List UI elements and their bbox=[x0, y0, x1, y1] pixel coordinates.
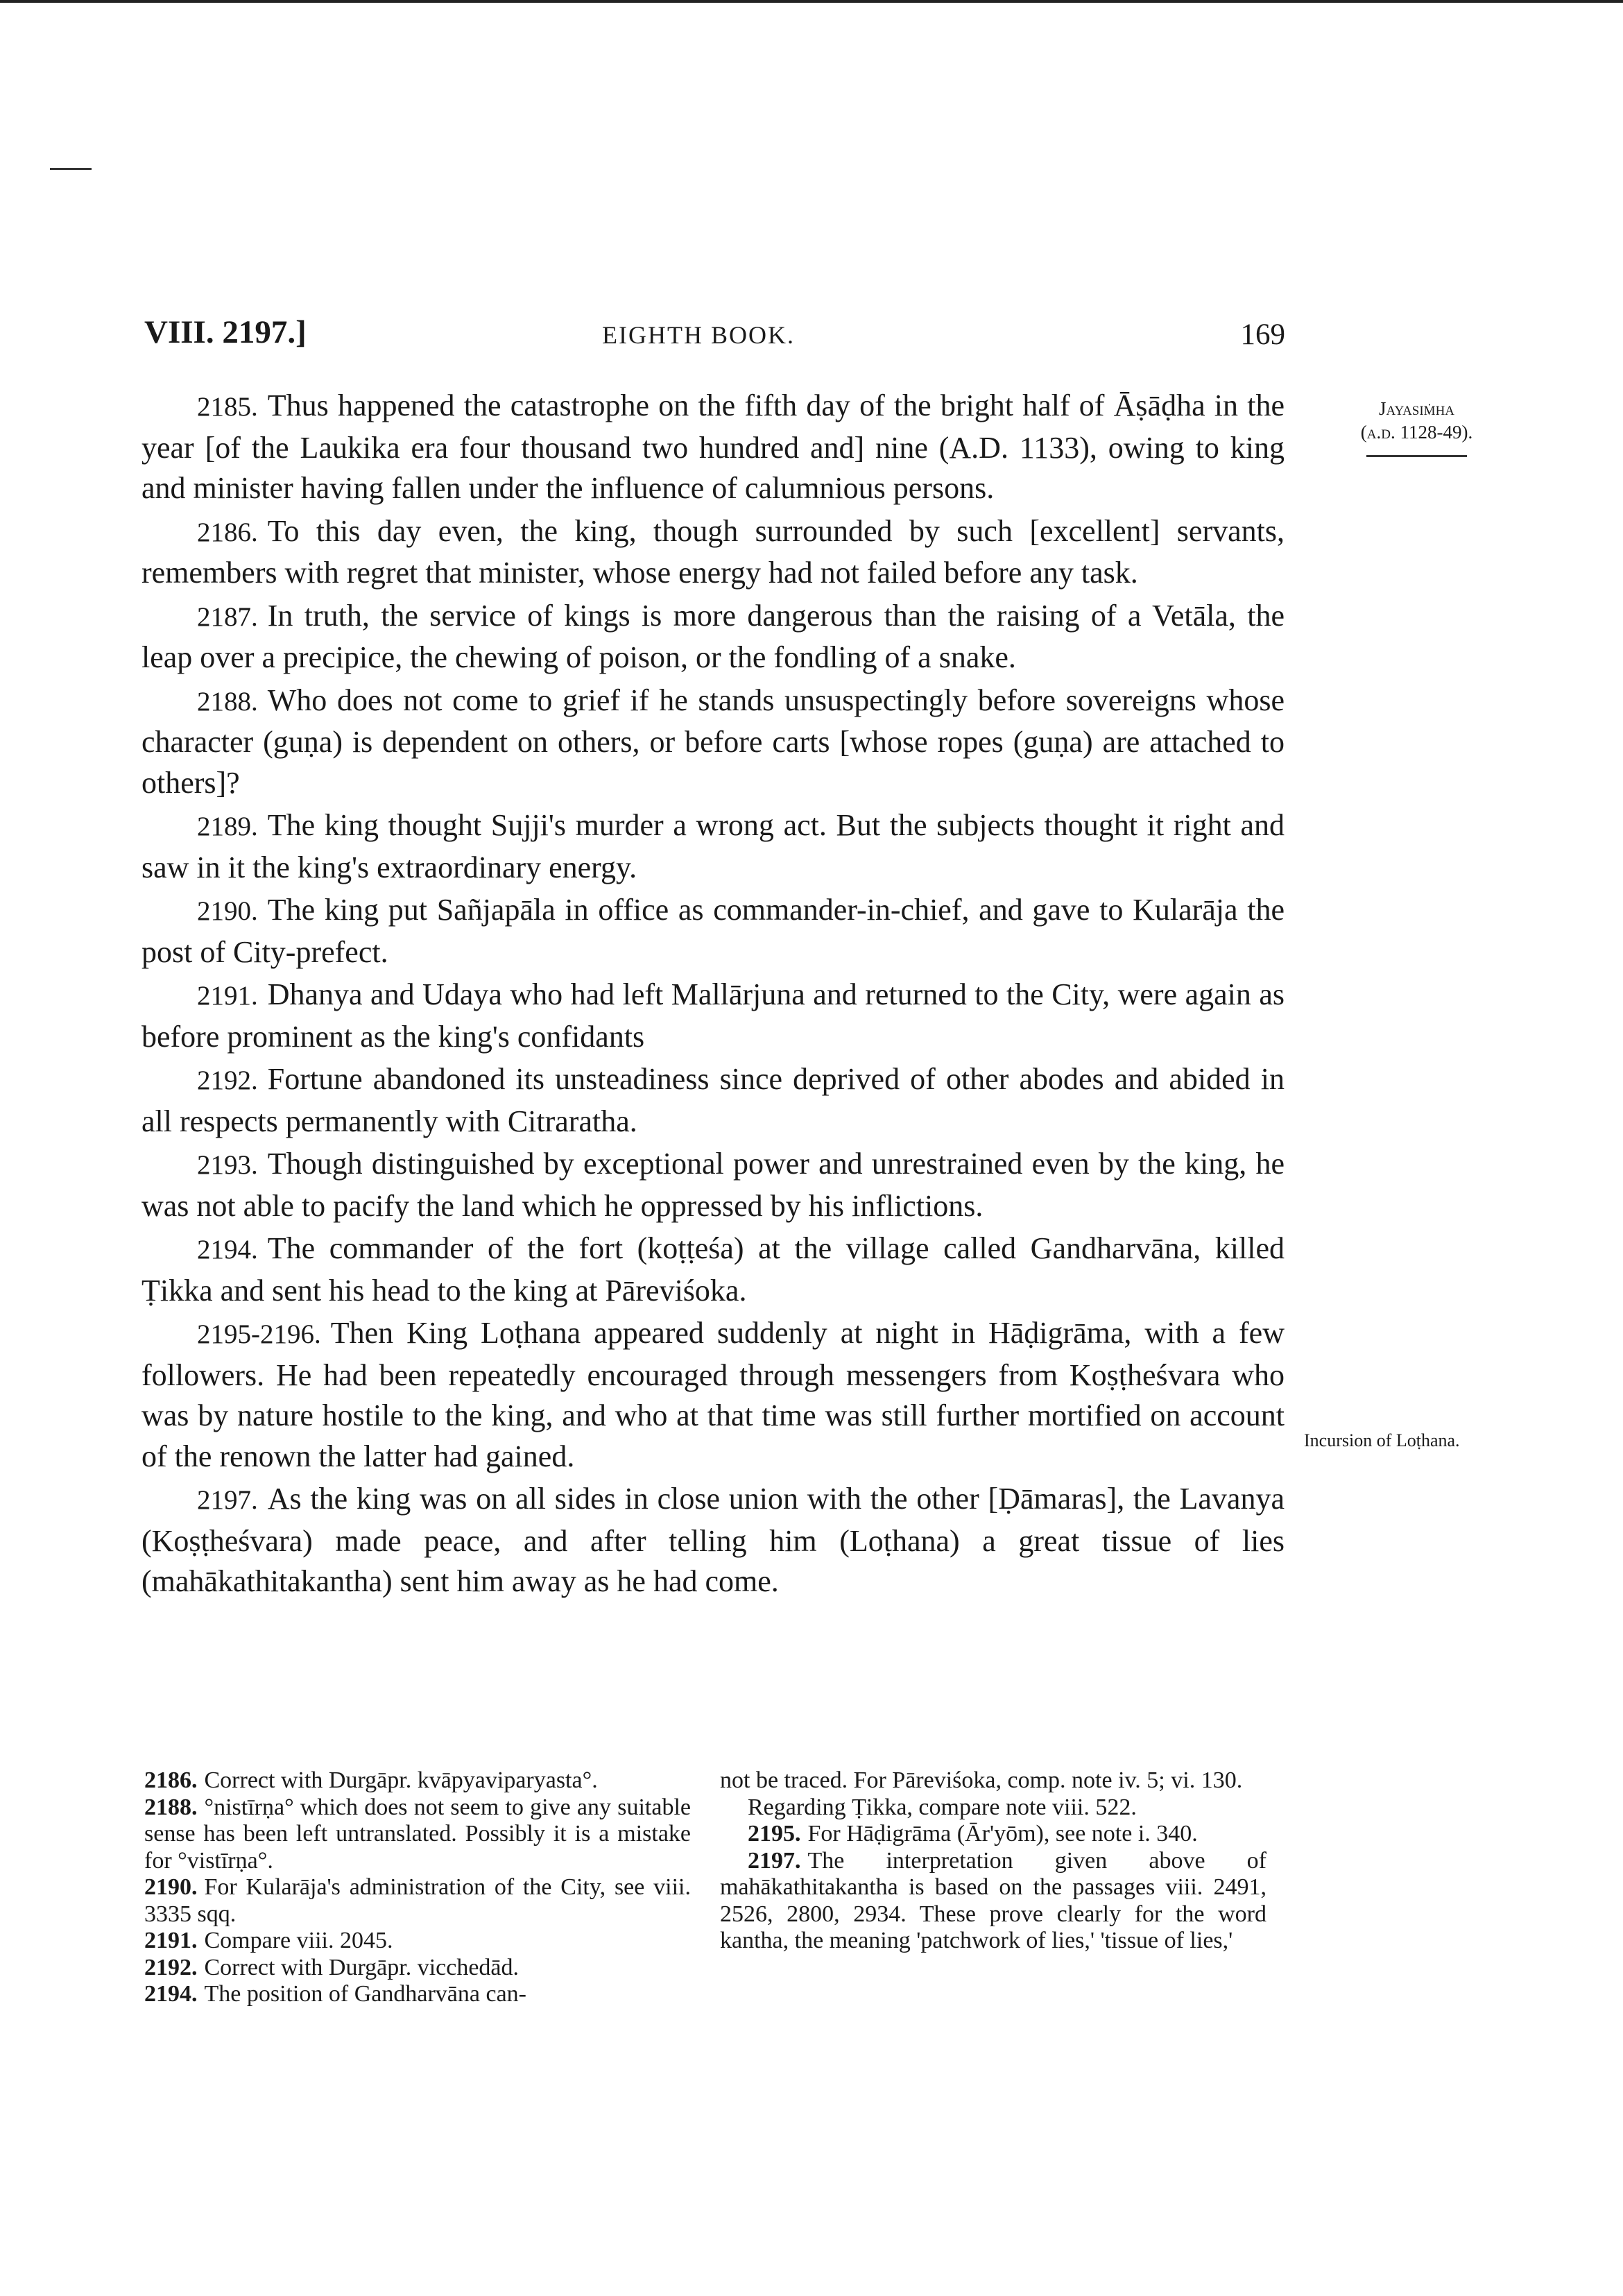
verse-number: 2195-2196. bbox=[197, 1319, 321, 1349]
footnotes-right-column bbox=[720, 1767, 1266, 1955]
verse-number: 2185. bbox=[197, 392, 258, 422]
paragraph bbox=[141, 1228, 1285, 1311]
running-header bbox=[144, 314, 1285, 362]
paragraph-text: The king put Sañjapāla in office as commander-in-chief, and gave to Kularāja the post of City-prefect. bbox=[141, 893, 1285, 969]
paragraph bbox=[141, 890, 1285, 973]
paragraph-text: As the king was on all sides in close union with the other [Ḍāmaras], the Lavanya (Koṣṭheśvara) made peace, and after telling him (Loṭhana) a great tissue of lies (mahākathitakantha) sent him away as he had come. bbox=[141, 1482, 1285, 1598]
paragraph-text: Who does not come to grief if he stands unsuspectingly before sovereigns whose character (guṇa) is dependent on others, or before carts [whose ropes (guṇa) are attached to others]? bbox=[141, 683, 1285, 800]
footnote bbox=[720, 1794, 1266, 1822]
footnote bbox=[144, 1981, 691, 2008]
verse-number: 2194. bbox=[197, 1235, 258, 1265]
footnotes bbox=[144, 1767, 1285, 2045]
paragraph bbox=[141, 680, 1285, 804]
footnote bbox=[144, 1928, 691, 1955]
footnote bbox=[144, 1874, 691, 1928]
paragraph bbox=[141, 596, 1285, 678]
margin-note-king bbox=[1332, 397, 1502, 457]
footnotes-left-column bbox=[144, 1767, 691, 2008]
verse-number: 2190. bbox=[197, 896, 258, 926]
footnote-number: 2194. bbox=[144, 1981, 198, 2007]
footnote bbox=[720, 1767, 1266, 1794]
margin-king-name: Jayasiṁha bbox=[1378, 398, 1455, 419]
footnote-text: Correct with Durgāpr. vicchedād. bbox=[204, 1954, 519, 1980]
footnote-number: 2197. bbox=[748, 1847, 801, 1874]
margin-note-incursion: Incursion of Loṭhana. bbox=[1304, 1430, 1460, 1450]
header-verse-ref: VIII. 2197.] bbox=[144, 314, 307, 350]
margin-rule bbox=[1366, 455, 1467, 457]
page-number: 169 bbox=[1240, 318, 1285, 351]
verse-number: 2191. bbox=[197, 981, 258, 1011]
paragraph-text: In truth, the service of kings is more dangerous than the raising of a Vetāla, the leap over a precipice, the chewing of poison, or the fondling of a snake. bbox=[141, 598, 1285, 674]
paragraph-text: To this day even, the king, though surrounded by such [excellent] servants, remembers with regret that minister, whose energy had not failed before any task. bbox=[141, 513, 1285, 590]
verse-number: 2187. bbox=[197, 601, 258, 632]
paragraph bbox=[141, 1059, 1285, 1142]
verse-number: 2193. bbox=[197, 1150, 258, 1180]
footnote-text: Compare viii. 2045. bbox=[204, 1928, 393, 1953]
paragraph bbox=[141, 511, 1285, 594]
footnote bbox=[144, 1794, 691, 1875]
footnote-text: For Kularāja's administration of the City, see viii. 3335 sqq. bbox=[144, 1874, 691, 1927]
paragraph bbox=[141, 805, 1285, 888]
footnote-number: 2186. bbox=[144, 1767, 198, 1793]
footnote-text: Correct with Durgāpr. kvāpyaviparyasta°. bbox=[204, 1767, 598, 1793]
header-title: EIGHTH BOOK. bbox=[602, 321, 795, 349]
footnote bbox=[720, 1821, 1266, 1848]
page-top-edge bbox=[0, 0, 1623, 3]
footnote bbox=[144, 1955, 691, 1982]
paragraph bbox=[141, 386, 1285, 509]
footnote-number: 2195. bbox=[748, 1821, 801, 1847]
paragraph-text: Thus happened the catastrophe on the fifth day of the bright half of Āṣāḍha in the year [of the Laukika era four thousand two hundred and] nine (A.D. 1133), owing to king and minister having fallen under the influence of calumnious persons. bbox=[141, 388, 1285, 505]
paragraph-text: The king thought Sujji's murder a wrong act. But the subjects thought it right and saw in it the king's extraordinary energy. bbox=[141, 808, 1285, 884]
paragraph-text: Dhanya and Udaya who had left Mallārjuna and returned to the City, were again as before prominent as the king's confidants bbox=[141, 977, 1285, 1054]
paragraph bbox=[141, 1144, 1285, 1226]
footnote-text: The position of Gandharvāna can- bbox=[204, 1981, 526, 2007]
verse-number: 2186. bbox=[197, 517, 258, 547]
footnote-text: For Hāḍigrāma (Ār'yōm), see note i. 340. bbox=[807, 1821, 1198, 1847]
footnote bbox=[144, 1767, 691, 1794]
footnote-number: 2190. bbox=[144, 1874, 198, 1900]
paragraph-text: Then King Loṭhana appeared suddenly at night in Hāḍigrāma, with a few followers. He had been repeatedly encouraged through messengers from Koṣṭheśvara who was by nature hostile to the king, and who at that time was still further mortified on account of the renown the latter had gained. bbox=[141, 1316, 1285, 1473]
footnote-number: 2191. bbox=[144, 1928, 198, 1953]
footnote-text: The interpretation given above of mahākathitakantha is based on the passages viii. 2491, 2526, 2800, 2934. These prove clearly for the word kantha, the meaning 'patchwork of lies,' 'tissue of lies,' bbox=[720, 1847, 1266, 1953]
footnote-number: 2192. bbox=[144, 1954, 198, 1980]
footnote-text: not be traced. For Pāreviśoka, comp. note iv. 5; vi. 130. bbox=[720, 1767, 1243, 1793]
footnote-text: °nistīrṇa° which does not seem to give any suitable sense has been left untranslated. Possibly it is a mistake for °vistīrṇa°. bbox=[144, 1794, 691, 1874]
verse-number: 2188. bbox=[197, 686, 258, 717]
margin-dates: (a.d. 1128-49). bbox=[1360, 422, 1473, 443]
footnote bbox=[720, 1848, 1266, 1955]
main-text bbox=[141, 386, 1285, 1604]
verse-number: 2189. bbox=[197, 812, 258, 841]
paragraph bbox=[141, 1313, 1285, 1477]
verse-number: 2192. bbox=[197, 1065, 258, 1095]
footnote-text: Regarding Ṭikka, compare note viii. 522. bbox=[748, 1794, 1137, 1820]
paragraph-text: The commander of the fort (koṭṭeśa) at the village called Gandharvāna, killed Ṭikka and sent his head to the king at Pāreviśoka. bbox=[141, 1231, 1285, 1308]
paragraph bbox=[141, 1479, 1285, 1602]
paragraph-text: Though distinguished by exceptional power and unrestrained even by the king, he was not able to pacify the land which he oppressed by his inflictions. bbox=[141, 1147, 1285, 1223]
paragraph-text: Fortune abandoned its unsteadiness since deprived of other abodes and abided in all respects permanently with Citraratha. bbox=[141, 1062, 1285, 1138]
scan-mark bbox=[50, 168, 92, 170]
verse-number: 2197. bbox=[197, 1485, 258, 1515]
footnote-number: 2188. bbox=[144, 1794, 198, 1820]
paragraph bbox=[141, 975, 1285, 1057]
